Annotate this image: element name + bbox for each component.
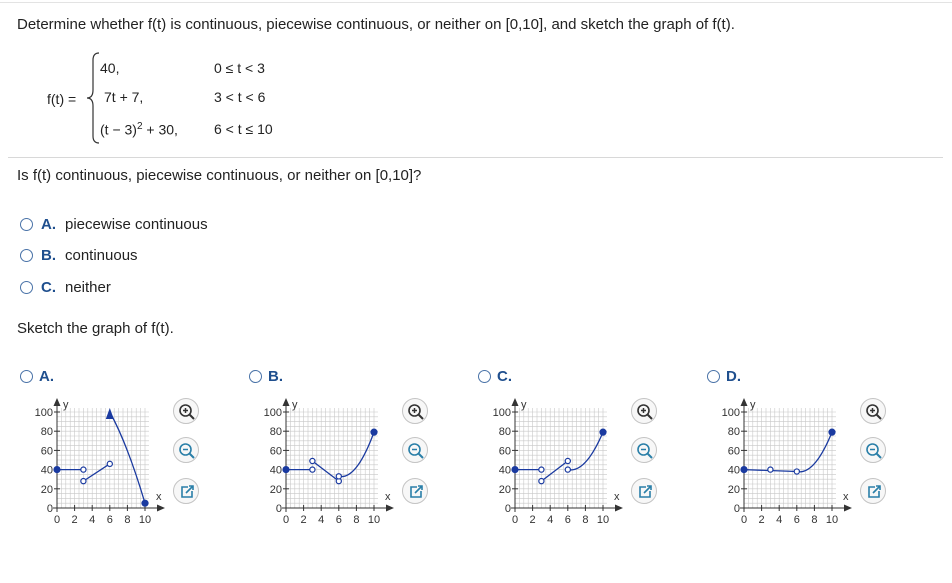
graph-c xyxy=(478,392,628,532)
graph-option-d[interactable] xyxy=(707,368,937,538)
y-tick-label: 20 xyxy=(498,483,511,496)
x-tick-label: 6 xyxy=(564,514,571,526)
case-2-condition: 3 < t < 6 xyxy=(214,89,266,105)
piecewise-function xyxy=(0,48,400,148)
x-tick-label: 6 xyxy=(335,514,342,526)
y-tick-label: 80 xyxy=(40,426,53,439)
popout-button[interactable] xyxy=(173,478,199,504)
radio-button[interactable] xyxy=(20,249,33,262)
closed-point xyxy=(600,429,606,435)
x-tick-label: 8 xyxy=(811,514,818,526)
x-tick-label: 8 xyxy=(124,514,131,526)
zoom-in-button[interactable] xyxy=(402,398,428,424)
open-point xyxy=(107,461,112,466)
graph-option-c[interactable] xyxy=(478,368,708,538)
choice-label: continuous xyxy=(65,246,138,264)
choice-label: neither xyxy=(65,278,111,296)
y-tick-label: 40 xyxy=(498,464,511,477)
zoom-in-button[interactable] xyxy=(860,398,886,424)
graph-option-a[interactable] xyxy=(20,368,250,538)
zoom-in-icon xyxy=(861,399,887,425)
y-tick-label: 80 xyxy=(269,426,282,439)
x-tick-label: 8 xyxy=(582,514,589,526)
zoom-out-icon xyxy=(403,438,429,464)
y-tick-label: 0 xyxy=(46,503,53,515)
closed-point xyxy=(142,500,148,506)
zoom-out-icon xyxy=(174,438,200,464)
x-tick-label: 4 xyxy=(89,514,96,526)
x-tick-label: 4 xyxy=(547,514,554,526)
choice-label: piecewise continuous xyxy=(65,215,208,233)
x-tick-label: 4 xyxy=(776,514,783,526)
choice-letter: B. xyxy=(41,246,56,264)
radio-button[interactable] xyxy=(20,218,33,231)
case-1-condition: 0 ≤ t < 3 xyxy=(214,60,265,76)
open-point xyxy=(565,467,570,472)
x-tick-label: 4 xyxy=(318,514,325,526)
x-tick-label: 6 xyxy=(793,514,800,526)
radio-button[interactable] xyxy=(20,370,33,383)
open-point xyxy=(768,467,773,472)
y-tick-label: 100 xyxy=(492,407,511,419)
y-tick-label: 40 xyxy=(269,464,282,477)
option-letter: D. xyxy=(726,368,741,385)
open-point xyxy=(310,458,315,463)
y-tick-label: 60 xyxy=(498,445,511,458)
open-point xyxy=(336,474,341,479)
graph-option-b[interactable] xyxy=(249,368,479,538)
y-axis-arrow xyxy=(54,398,61,406)
y-tick-label: 60 xyxy=(269,445,282,458)
popout-button[interactable] xyxy=(631,478,657,504)
graph-option-header[interactable] xyxy=(707,368,750,385)
grid xyxy=(57,408,149,508)
top-rule xyxy=(0,2,952,3)
open-point xyxy=(81,479,86,484)
y-tick-label: 60 xyxy=(727,445,740,458)
open-point xyxy=(794,469,799,474)
y-tick-label: 40 xyxy=(727,464,740,477)
x-tick-label: 6 xyxy=(106,514,113,526)
y-axis-label: y xyxy=(521,399,527,411)
radio-button[interactable] xyxy=(249,370,262,383)
graph-a xyxy=(20,392,170,532)
radio-button[interactable] xyxy=(20,281,33,294)
closed-point xyxy=(54,467,60,473)
y-tick-label: 20 xyxy=(40,483,53,496)
external-link-icon xyxy=(403,479,429,505)
case-3-expr xyxy=(100,121,178,138)
graph-b xyxy=(249,392,399,532)
zoom-out-icon xyxy=(632,438,658,464)
x-tick-label: 10 xyxy=(825,514,839,526)
case-1-expr: 40, xyxy=(100,60,120,76)
zoom-in-button[interactable] xyxy=(631,398,657,424)
y-tick-label: 60 xyxy=(40,445,53,458)
case-3-rest: + 30, xyxy=(142,121,178,138)
closed-point xyxy=(283,467,289,473)
open-point xyxy=(539,479,544,484)
grid xyxy=(744,408,836,508)
choice-b[interactable] xyxy=(20,245,138,265)
case-3-condition: 6 < t ≤ 10 xyxy=(214,121,273,137)
y-tick-label: 0 xyxy=(504,503,511,515)
x-axis-arrow xyxy=(844,505,852,512)
y-tick-label: 40 xyxy=(40,464,53,477)
y-tick-label: 0 xyxy=(275,503,282,515)
x-axis-label: x xyxy=(156,491,162,503)
choice-a[interactable] xyxy=(20,214,208,234)
continuity-question: Is f(t) continuous, piecewise continuous, or neither on [0,10]? xyxy=(17,167,422,184)
sketch-prompt: Sketch the graph of f(t). xyxy=(17,320,174,337)
closed-point xyxy=(829,429,835,435)
x-axis-arrow xyxy=(615,505,623,512)
x-tick-label: 0 xyxy=(740,514,748,526)
y-tick-label: 20 xyxy=(269,483,282,496)
x-axis-label: x xyxy=(614,491,620,503)
y-axis-arrow xyxy=(283,398,290,406)
zoom-out-button[interactable] xyxy=(631,437,657,463)
x-tick-label: 0 xyxy=(53,514,61,526)
graph-option-header[interactable] xyxy=(478,368,521,385)
x-tick-label: 2 xyxy=(71,514,78,526)
y-tick-label: 100 xyxy=(34,407,53,419)
y-tick-label: 100 xyxy=(263,407,282,419)
zoom-in-button[interactable] xyxy=(173,398,199,424)
function-label: f(t) = xyxy=(47,91,77,107)
x-axis-arrow xyxy=(157,505,165,512)
case-3-base: (t − 3) xyxy=(100,121,137,138)
x-tick-label: 10 xyxy=(138,514,152,526)
option-letter: C. xyxy=(497,368,512,385)
radio-button[interactable] xyxy=(478,370,491,383)
zoom-out-button[interactable] xyxy=(173,437,199,463)
closed-point xyxy=(371,429,377,435)
popout-button[interactable] xyxy=(860,478,886,504)
y-axis-label: y xyxy=(292,399,298,411)
open-point xyxy=(81,467,86,472)
graph-option-header[interactable] xyxy=(249,368,292,385)
x-tick-label: 10 xyxy=(596,514,610,526)
x-tick-label: 8 xyxy=(353,514,360,526)
y-tick-label: 0 xyxy=(733,503,740,515)
x-axis-arrow xyxy=(386,505,394,512)
external-link-icon xyxy=(174,479,200,505)
x-tick-label: 2 xyxy=(300,514,307,526)
open-point xyxy=(310,467,315,472)
zoom-in-icon xyxy=(403,399,429,425)
grid xyxy=(286,408,378,508)
choice-c[interactable] xyxy=(20,277,111,297)
option-letter: A. xyxy=(39,368,54,385)
external-link-icon xyxy=(632,479,658,505)
radio-button[interactable] xyxy=(707,370,720,383)
problem-prompt: Determine whether f(t) is continuous, piecewise continuous, or neither on [0,10], and sketch the graph of f(t). xyxy=(17,16,735,33)
case-3-exponent: 2 xyxy=(136,121,143,132)
graph-d xyxy=(707,392,857,532)
zoom-in-icon xyxy=(632,399,658,425)
y-axis-arrow xyxy=(741,398,748,406)
y-axis-label: y xyxy=(750,399,756,411)
y-tick-label: 100 xyxy=(721,407,740,419)
graph-option-header[interactable] xyxy=(20,368,63,385)
x-tick-label: 0 xyxy=(511,514,519,526)
zoom-in-icon xyxy=(174,399,200,425)
x-axis-label: x xyxy=(843,491,849,503)
choice-letter: C. xyxy=(41,278,56,296)
x-tick-label: 2 xyxy=(758,514,765,526)
grid xyxy=(515,408,607,508)
x-tick-label: 0 xyxy=(282,514,290,526)
x-tick-label: 10 xyxy=(367,514,381,526)
y-axis-label: y xyxy=(63,399,69,411)
closed-point xyxy=(512,467,518,473)
y-axis-arrow xyxy=(512,398,519,406)
popout-button[interactable] xyxy=(402,478,428,504)
curve-arrow xyxy=(106,408,114,419)
zoom-out-icon xyxy=(861,438,887,464)
y-tick-label: 80 xyxy=(727,426,740,439)
external-link-icon xyxy=(861,479,887,505)
y-tick-label: 20 xyxy=(727,483,740,496)
open-point xyxy=(539,467,544,472)
section-divider xyxy=(8,157,943,158)
zoom-out-button[interactable] xyxy=(860,437,886,463)
choice-letter: A. xyxy=(41,215,56,233)
closed-point xyxy=(741,467,747,473)
zoom-out-button[interactable] xyxy=(402,437,428,463)
open-point xyxy=(565,458,570,463)
option-letter: B. xyxy=(268,368,283,385)
x-axis-label: x xyxy=(385,491,391,503)
x-tick-label: 2 xyxy=(529,514,536,526)
y-tick-label: 80 xyxy=(498,426,511,439)
case-2-expr: 7t + 7, xyxy=(104,89,144,105)
